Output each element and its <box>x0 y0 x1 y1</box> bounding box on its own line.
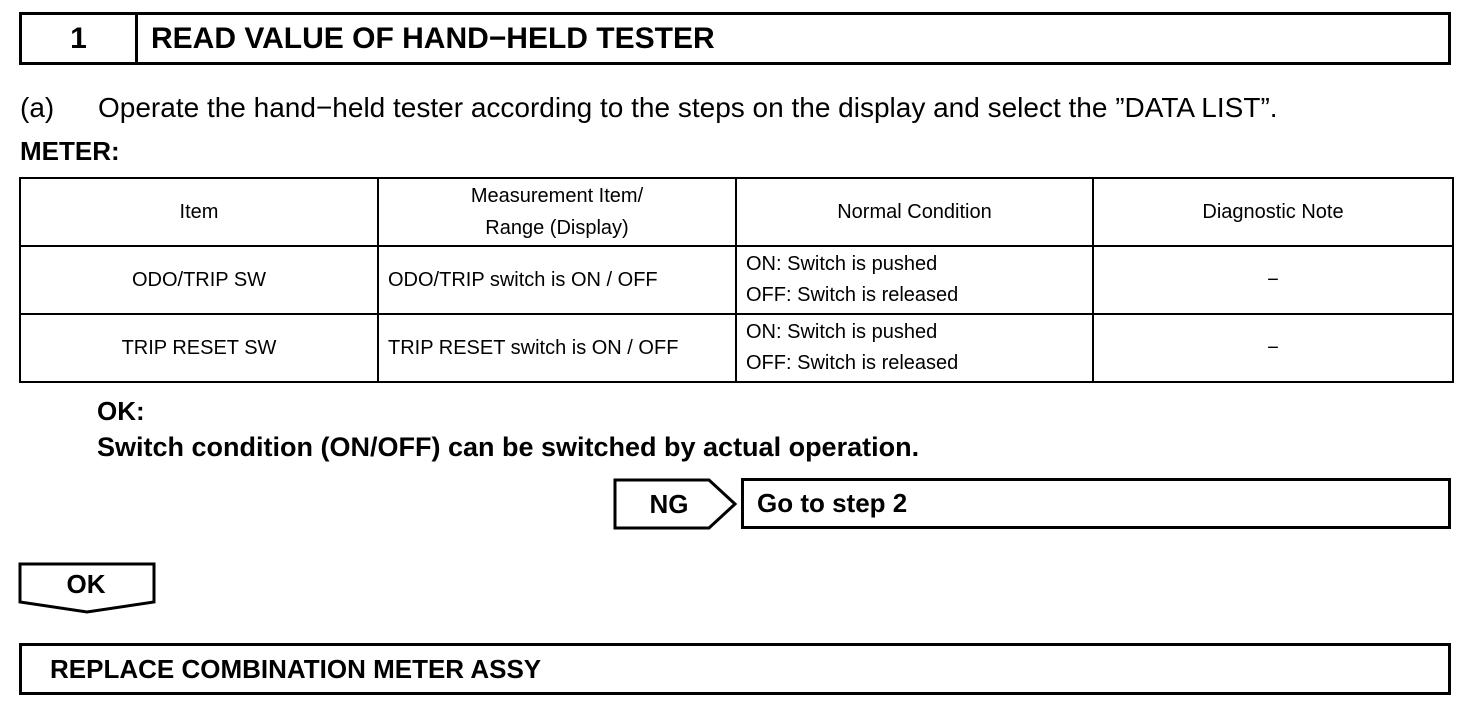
header-measurement-line2: Range (Display) <box>485 217 629 239</box>
table-row <box>20 314 1453 382</box>
ok-label: OK <box>66 568 106 599</box>
step-title: READ VALUE OF HAND−HELD TESTER <box>151 21 715 55</box>
data-list-table <box>19 177 1454 383</box>
header-diagnostic-note: Diagnostic Note <box>1093 178 1453 246</box>
instruction <box>20 92 1278 124</box>
normal-on: ON: Switch is pushed <box>746 321 938 343</box>
cell-range: ODO/TRIP switch is ON / OFF <box>378 246 736 314</box>
instruction-text: Operate the hand−held tester according to the steps on the display and select the ”DATA LIST”. <box>98 92 1278 123</box>
cell-range: TRIP RESET switch is ON / OFF <box>378 314 736 382</box>
normal-on: ON: Switch is pushed <box>746 253 938 275</box>
header-measurement <box>378 178 736 246</box>
cell-note: − <box>1093 314 1453 382</box>
cell-note: − <box>1093 246 1453 314</box>
cell-item: TRIP RESET SW <box>20 314 378 382</box>
ng-label: NG <box>649 488 689 519</box>
step-number: 1 <box>22 15 138 62</box>
normal-off: OFF: Switch is released <box>746 284 959 306</box>
cell-normal-condition <box>736 314 1093 382</box>
ok-criteria-label: OK: <box>97 396 145 426</box>
header-measurement-line1: Measurement Item/ <box>470 185 644 207</box>
next-step-box: REPLACE COMBINATION METER ASSY <box>19 643 1451 695</box>
ok-criteria-text: Switch condition (ON/OFF) can be switched by actual operation. <box>97 432 920 462</box>
normal-off: OFF: Switch is released <box>746 352 959 374</box>
step-header <box>19 12 1451 65</box>
meter-heading: METER: <box>20 136 120 166</box>
cell-normal-condition <box>736 246 1093 314</box>
table-row <box>20 246 1453 314</box>
table-header-row <box>20 178 1453 246</box>
header-item: Item <box>20 178 378 246</box>
header-normal-condition: Normal Condition <box>736 178 1093 246</box>
cell-item: ODO/TRIP SW <box>20 246 378 314</box>
instruction-label: (a) <box>20 92 55 123</box>
go-to-step-box: Go to step 2 <box>741 478 1451 529</box>
